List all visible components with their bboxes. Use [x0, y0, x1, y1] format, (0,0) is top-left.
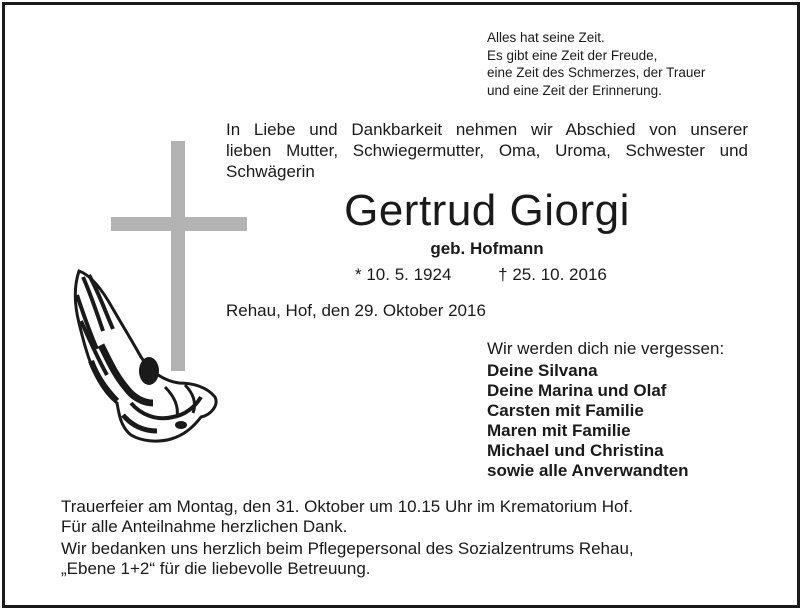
funeral-info — [61, 497, 634, 579]
family-member: Deine Silvana — [487, 361, 598, 380]
obituary-notice — [2, 2, 800, 608]
intro-line: Schwägerin — [226, 162, 315, 181]
birth-date: * 10. 5. 1924 — [355, 265, 452, 284]
intro-line: In Liebe und Dankbarkeit nehmen wir Abschied von unserer — [226, 120, 748, 139]
family-member: Deine Marina und Olaf — [487, 381, 667, 400]
motto-quote — [487, 29, 787, 99]
family-signatures — [487, 361, 689, 481]
family-member: sowie alle Anverwandten — [487, 461, 689, 480]
family-member: Michael und Christina — [487, 441, 664, 460]
praying-hands-icon — [61, 265, 221, 445]
life-dates — [355, 265, 607, 285]
motto-line: und eine Zeit der Erinnerung. — [487, 82, 662, 98]
motto-line: Es gibt eine Zeit der Freude, — [487, 47, 658, 63]
care-thanks-line: „Ebene 1+2“ für die liebevolle Betreuung. — [61, 559, 371, 578]
family-lead-text: Wir werden dich nie vergessen: — [487, 339, 725, 358]
intro-line: lieben Mutter, Schwiegermutter, Oma, Uroma, Schwester und — [226, 141, 748, 160]
family-member: Carsten mit Familie — [487, 401, 644, 420]
thanks-line: Für alle Anteilnahme herzlichen Dank. — [61, 517, 348, 536]
motto-line: Alles hat seine Zeit. — [487, 30, 605, 45]
family-member: Maren mit Familie — [487, 421, 631, 440]
motto-line: eine Zeit des Schmerzes, der Trauer — [487, 65, 706, 80]
funeral-line: Trauerfeier am Montag, den 31. Oktober um 10.15 Uhr im Krematorium Hof. — [61, 497, 633, 516]
place-and-date: Rehau, Hof, den 29. Oktober 2016 — [226, 301, 486, 320]
care-thanks-line: Wir bedanken uns herzlich beim Pflegepersonal des Sozialzentrums Rehau, — [61, 539, 634, 558]
intro-text — [226, 119, 748, 182]
death-date: † 25. 10. 2016 — [498, 265, 607, 284]
birth-name: geb. Hofmann — [430, 239, 544, 258]
deceased-name: Gertrud Giorgi — [344, 186, 630, 235]
